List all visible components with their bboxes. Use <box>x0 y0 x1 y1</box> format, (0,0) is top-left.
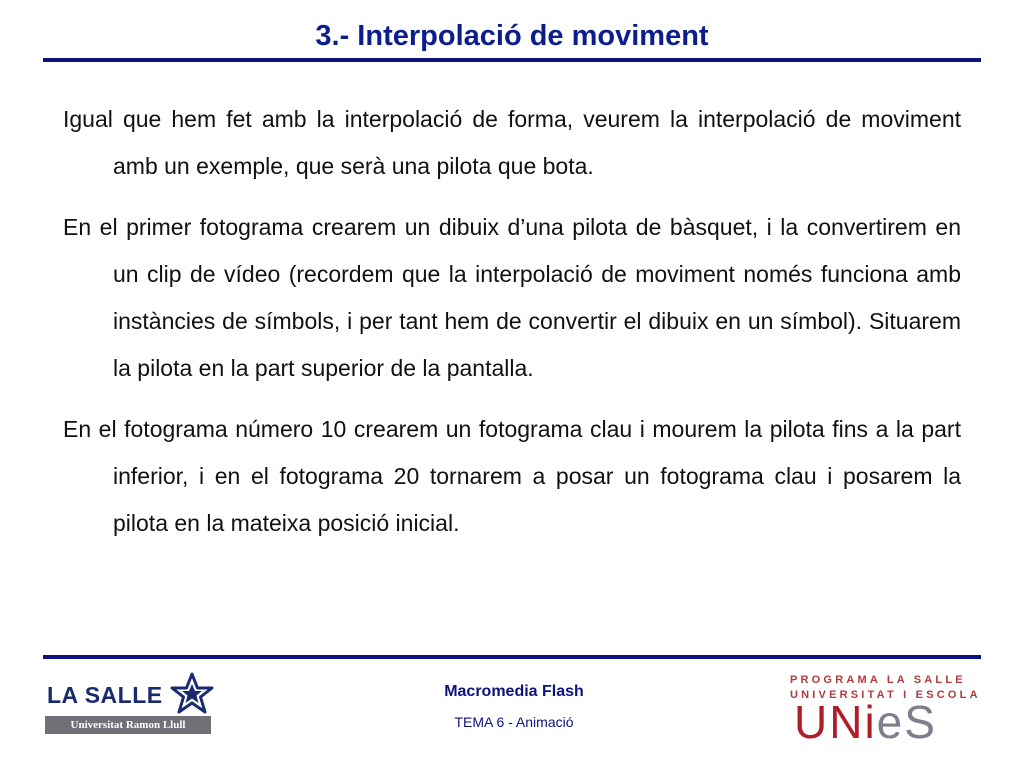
unies-wordmark <box>794 697 937 747</box>
unies-line-1: PROGRAMA LA SALLE <box>790 674 966 686</box>
slide-title: 3.- Interpolació de moviment <box>315 20 709 52</box>
unies-logo <box>790 673 980 753</box>
la-salle-logo <box>45 672 220 738</box>
course-name: Macromedia Flash <box>444 683 584 700</box>
la-salle-name: LA SALLE <box>47 682 163 708</box>
la-salle-subtitle: Universitat Ramon Llull <box>45 716 211 734</box>
unies-line-2: UNIVERSITAT I ESCOLA <box>790 689 981 701</box>
slide-body <box>63 96 961 561</box>
topic-name: TEMA 6 - Animació <box>454 714 574 730</box>
footer-divider <box>43 655 981 659</box>
header-divider <box>43 58 981 62</box>
unies-word-part-1: UNi <box>794 696 877 748</box>
unies-word-part-2: eS <box>876 696 937 748</box>
body-paragraph-3: En el fotograma número 10 crearem un fotograma clau i mourem la pilota fins a la part inferior, i en el fotograma 20 tornarem a posar un fotograma clau i posarem la pilota en la mateixa posició inicial. <box>63 416 961 536</box>
body-paragraph-2: En el primer fotograma crearem un dibuix d’una pilota de bàsquet, i la convertirem en un clip de vídeo (recordem que la interpolació de moviment només funciona amb instàncies de símbols, i per tant hem de convertir el dibuix en un símbol). Situarem la pilota en la part superior de la pantalla. <box>63 214 961 381</box>
footer-info <box>360 680 668 732</box>
body-paragraph-1: Igual que hem fet amb la interpolació de forma, veurem la interpolació de moviment amb un exemple, que serà una pilota que bota. <box>63 106 961 179</box>
star-icon <box>170 672 214 716</box>
